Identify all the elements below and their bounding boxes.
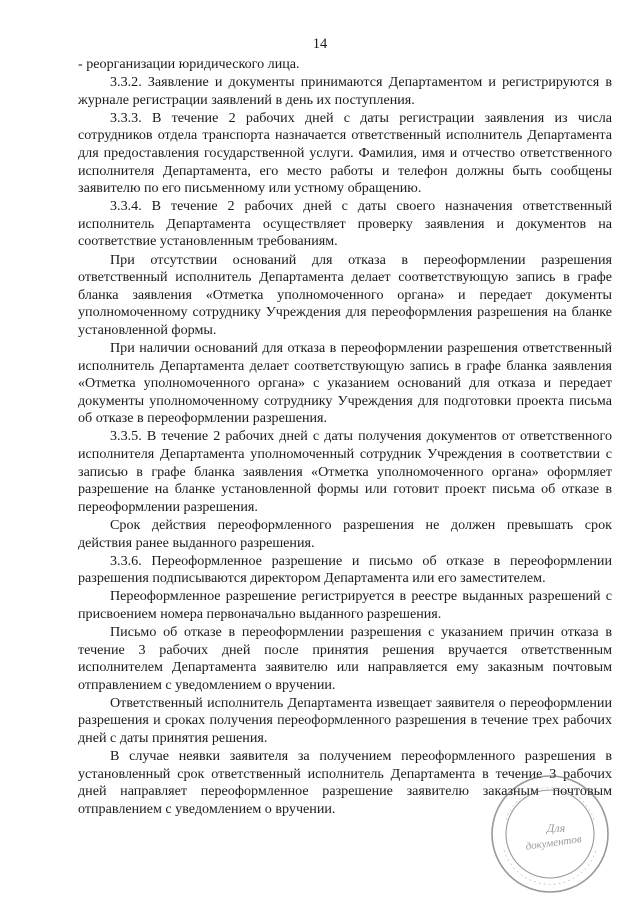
paragraph: При наличии оснований для отказа в переоформлении разрешения ответственный исполнитель Департамента делает соответствующую запись в графе бланка заявления «Отметка уполномоченного органа» с указанием оснований для отказа и передает документы уполномоченному сотруднику Учреждения для подготовки проекта письма об отказе в переоформлении разрешения. — [78, 340, 612, 427]
document-body — [78, 56, 612, 819]
page-number: 14 — [312, 36, 328, 52]
stamp-center-text-line-2: документов — [524, 833, 583, 853]
paragraph: 3.3.6. Переоформленное разрешение и письмо об отказе в переоформлении разрешения подписываются директором Департамента или его заместителем. — [78, 552, 612, 587]
stamp-ring-lettering — [504, 850, 596, 884]
paragraph: Срок действия переоформленного разрешения не должен превышать срок действия ранее выданного разрешения. — [78, 516, 612, 551]
paragraph: 3.3.2. Заявление и документы принимаются Департаментом и регистрируются в журнале регистрации заявлений в день их поступления. — [78, 74, 612, 108]
paragraph: В случае неявки заявителя за получением переоформленного разрешения в установленный срок ответственный исполнитель Департамента в течение 3 рабочих дней направляет переоформленное разрешение заявителю заказным почтовым отправлением с уведомлением о вручении. — [78, 748, 612, 817]
paragraph: При отсутствии оснований для отказа в переоформлении разрешения ответственный исполнитель Департамента делает соответствующую запись в графе бланка заявления «Отметка уполномоченного органа» и передает документы уполномоченному сотруднику Учреждения для переоформления разрешения на бланке установленной формы. — [78, 251, 612, 338]
paragraph: 3.3.4. В течение 2 рабочих дней с даты своего назначения ответственный исполнитель Департамента осуществляет проверку заявления и документов на соответствие установленным требованиям. — [78, 198, 612, 250]
stamp-center-text-line-1: Для — [546, 821, 566, 835]
paragraph: 3.3.5. В течение 2 рабочих дней с даты получения документов от ответственного исполнителя Департамента уполномоченный сотрудник Учреждения в соответствии с записью в графе бланка заявления «Отметка уполномоченного органа» оформляет разрешение на бланке установленной формы или готовит проект письма об отказе в переоформлении разрешения. — [78, 428, 612, 515]
paragraph: 3.3.3. В течение 2 рабочих дней с даты регистрации заявления из числа сотрудников отдела транспорта назначается ответственный исполнитель Департамента для предоставления государственной услуги. Фамилия, имя и отчество ответственного исполнителя Департамента, его место работы и телефон должны быть сообщены заявителю по его письменному или устному обращению. — [78, 109, 612, 197]
paragraph: Переоформленное разрешение регистрируется в реестре выданных разрешений с присвоением номера первоначально выданного разрешения. — [78, 588, 612, 622]
paragraph: Ответственный исполнитель Департамента извещает заявителя о переоформлении разрешения и сроках получения переоформленного разрешения в течение трех рабочих дней с даты принятия решения. — [78, 694, 612, 747]
paragraph: Письмо об отказе в переоформлении разрешения с указанием причин отказа в течение 3 рабочих дней после принятия решения вручается ответственным исполнителем Департамента заявителю или направляется ему заказным почтовым отправлением с уведомлением о вручении. — [78, 624, 612, 693]
paragraph: - реорганизации юридического лица. — [78, 56, 300, 72]
